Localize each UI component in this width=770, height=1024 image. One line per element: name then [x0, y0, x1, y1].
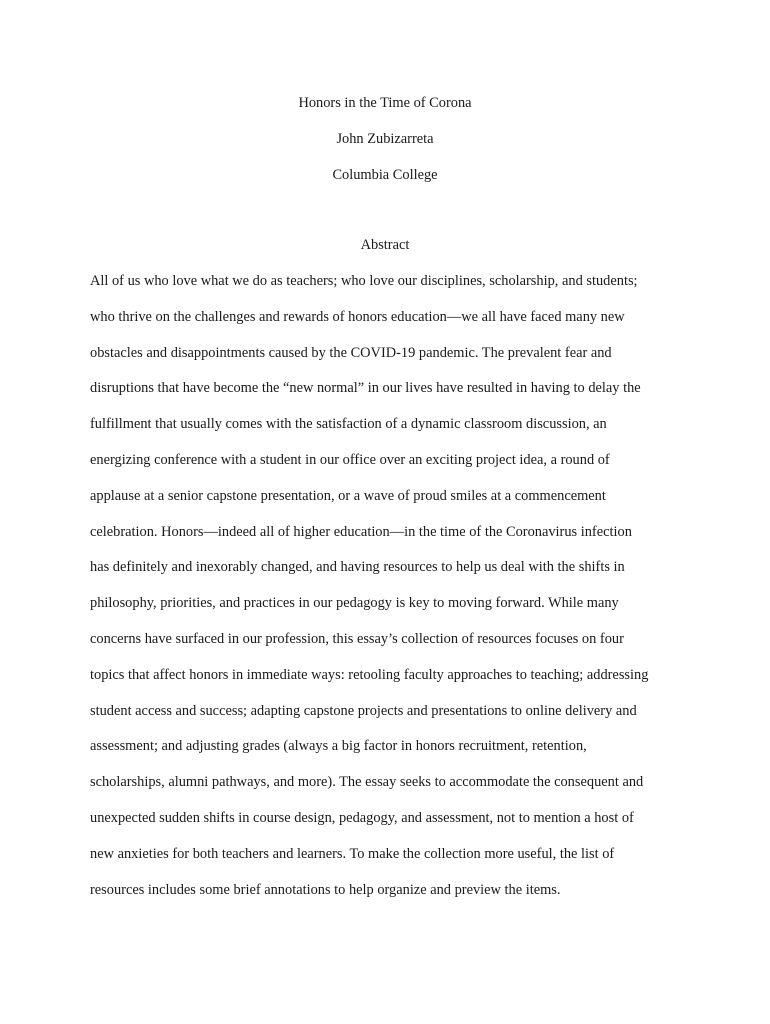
abstract-line: concerns have surfaced in our profession, this essay’s collection of resources focuses on four [90, 631, 624, 647]
abstract-heading: Abstract [360, 237, 410, 253]
abstract-line: celebration. Honors—indeed all of higher education—in the time of the Coronavirus infection [90, 523, 632, 540]
abstract-line: All of us who love what we do as teachers; who love our disciplines, scholarship, and students; [90, 273, 638, 289]
document-title: Honors in the Time of Corona [298, 95, 472, 111]
abstract-line: scholarships, alumni pathways, and more). The essay seeks to accommodate the consequent and [90, 774, 644, 791]
abstract-line: fulfillment that usually comes with the satisfaction of a dynamic classroom discussion, an [90, 416, 607, 433]
abstract-line: assessment; and adjusting grades (always a big factor in honors recruitment, retention, [90, 738, 587, 755]
abstract-line: student access and success; adapting capstone projects and presentations to online delivery and [90, 702, 637, 719]
abstract-line: topics that affect honors in immediate ways: retooling faculty approaches to teaching; addressing [90, 666, 649, 683]
abstract-line: unexpected sudden shifts in course design, pedagogy, and assessment, not to mention a host of [90, 810, 634, 826]
abstract-line: who thrive on the challenges and rewards of honors education—we all have faced many new [90, 308, 625, 325]
abstract-line: new anxieties for both teachers and learners. To make the collection more useful, the list of [90, 845, 615, 862]
document-affiliation: Columbia College [332, 167, 438, 183]
document-author: John Zubizarreta [336, 131, 434, 147]
abstract-line: obstacles and disappointments caused by the COVID-19 pandemic. The prevalent fear and [90, 344, 612, 361]
abstract-line: disruptions that have become the “new normal” in our lives have resulted in having to delay the [90, 380, 641, 397]
abstract-line: philosophy, priorities, and practices in our pedagogy is key to moving forward. While many [90, 595, 619, 612]
abstract-line: applause at a senior capstone presentation, or a wave of proud smiles at a commencement [90, 487, 606, 504]
abstract-line: resources includes some brief annotations to help organize and preview the items. [90, 881, 561, 898]
abstract-line: has definitely and inexorably changed, and having resources to help us deal with the shifts in [90, 559, 625, 576]
abstract-line: energizing conference with a student in our office over an exciting project idea, a round of [90, 452, 610, 468]
